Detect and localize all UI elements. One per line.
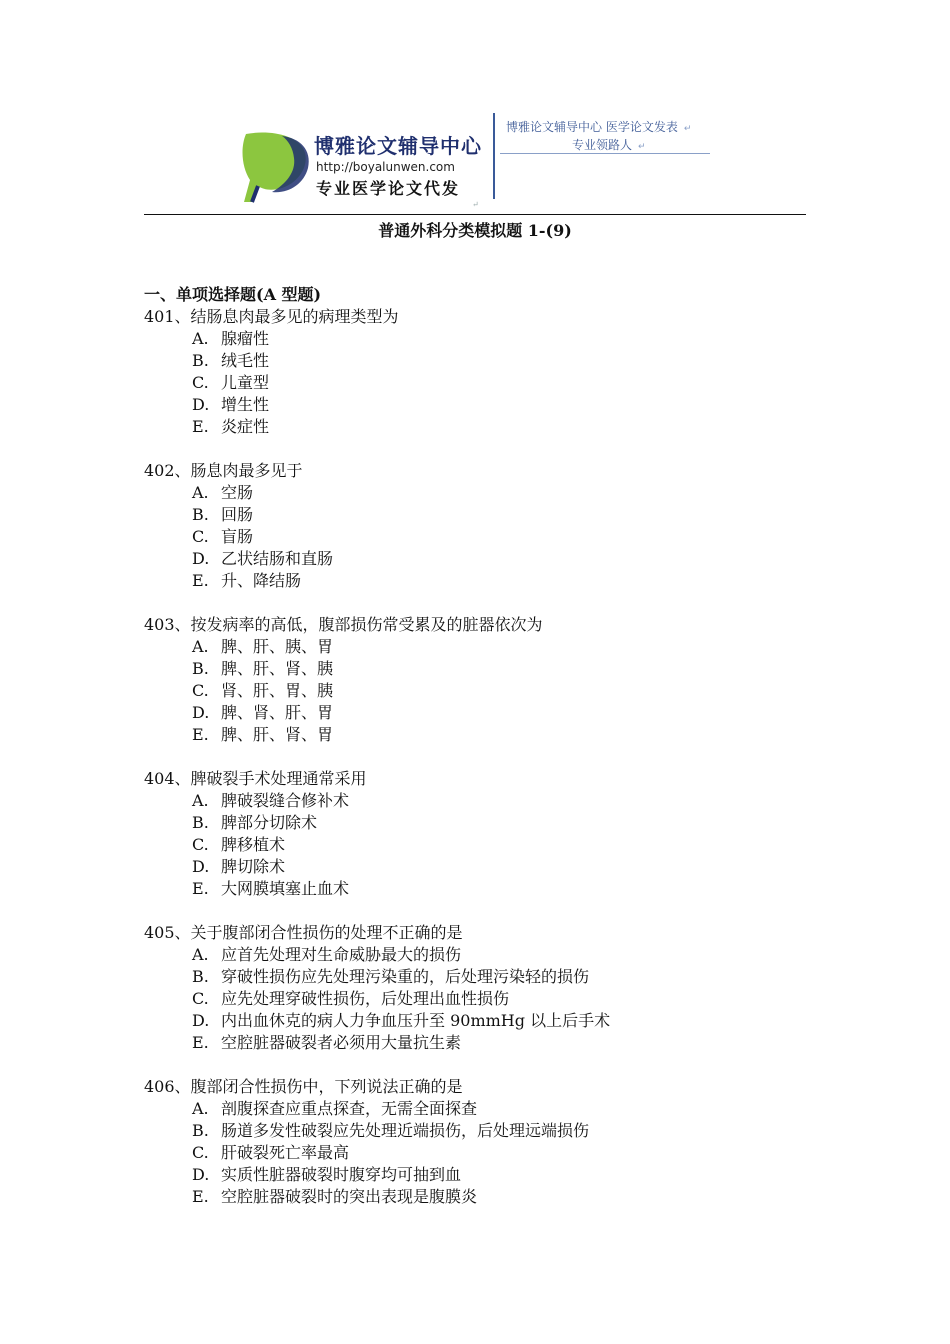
option-letter: B.: [192, 967, 209, 986]
answer-option: [144, 416, 824, 438]
site-logo: [238, 112, 488, 200]
option-letter: C.: [192, 527, 209, 546]
option-text: 脾移植术: [221, 835, 286, 854]
option-text: 增生性: [221, 395, 270, 414]
option-text: 儿童型: [221, 373, 270, 392]
question-block: [144, 1076, 824, 1208]
option-text: 应首先处理对生命威胁最大的损伤: [221, 945, 462, 964]
answer-option: [144, 944, 824, 966]
option-text: 肾、肝、胃、胰: [221, 681, 334, 700]
logo-url[interactable]: http://boyalunwen.com: [316, 160, 455, 174]
question-stem: 406、腹部闭合性损伤中，下列说法正确的是: [144, 1077, 463, 1096]
answer-option: [144, 1010, 824, 1032]
option-letter: C.: [192, 835, 209, 854]
option-letter: C.: [192, 681, 209, 700]
option-letter: C.: [192, 373, 209, 392]
header-slogan-line1: [506, 118, 691, 135]
option-text: 脾、肾、肝、胃: [221, 703, 334, 722]
question-block: [144, 614, 824, 746]
question-stem: 401、结肠息肉最多见的病理类型为: [144, 307, 399, 326]
option-text: 乙状结肠和直肠: [221, 549, 334, 568]
answer-option: [144, 702, 824, 724]
answer-option: [144, 394, 824, 416]
answer-option: [144, 856, 824, 878]
question-stem: 403、按发病率的高低，腹部损伤常受累及的脏器依次为: [144, 615, 543, 634]
option-letter: D.: [192, 703, 210, 722]
answer-option: [144, 834, 824, 856]
option-text: 大网膜填塞止血术: [221, 879, 350, 898]
option-text: 应先处理穿破性损伤，后处理出血性损伤: [221, 989, 510, 1008]
option-letter: E.: [192, 571, 209, 590]
answer-option: [144, 328, 824, 350]
option-letter: E.: [192, 725, 209, 744]
answer-option: [144, 526, 824, 548]
answer-option: [144, 504, 824, 526]
answer-option: [144, 790, 824, 812]
option-letter: A.: [192, 483, 209, 502]
option-text: 脾、肝、肾、胃: [221, 725, 334, 744]
answer-option: [144, 680, 824, 702]
question-list: [144, 306, 824, 1208]
option-letter: B.: [192, 659, 209, 678]
question-block: [144, 306, 824, 438]
option-text: 肝破裂死亡率最高: [221, 1143, 350, 1162]
page-title: 普通外科分类模拟题 1-(9): [378, 221, 572, 240]
answer-option: [144, 1186, 824, 1208]
header-divider: [493, 113, 495, 199]
answer-option: [144, 570, 824, 592]
question-stem: 405、关于腹部闭合性损伤的处理不正确的是: [144, 923, 463, 942]
question-stem: 404、脾破裂手术处理通常采用: [144, 769, 367, 788]
option-text: 回肠: [221, 505, 254, 524]
document-body: [144, 284, 824, 1230]
answer-option: [144, 636, 824, 658]
answer-option: [144, 482, 824, 504]
answer-option: [144, 1164, 824, 1186]
answer-option: [144, 372, 824, 394]
answer-option: [144, 1098, 824, 1120]
option-text: 脾破裂缝合修补术: [221, 791, 350, 810]
option-letter: E.: [192, 1187, 209, 1206]
paragraph-mark-icon: ↵: [472, 200, 479, 209]
answer-option: [144, 1032, 824, 1054]
option-letter: B.: [192, 813, 209, 832]
option-text: 脾部分切除术: [221, 813, 318, 832]
header-slogan-text1: 博雅论文辅导中心 医学论文发表: [506, 120, 678, 134]
leaf-logo-icon: [238, 128, 316, 206]
question-block: [144, 922, 824, 1054]
option-letter: B.: [192, 351, 209, 370]
option-letter: D.: [192, 1011, 210, 1030]
answer-option: [144, 724, 824, 746]
logo-title: 博雅论文辅导中心: [314, 134, 482, 158]
option-letter: E.: [192, 1033, 209, 1052]
section-heading: 一、单项选择题(A 型题): [144, 285, 322, 304]
answer-option: [144, 350, 824, 372]
option-text: 盲肠: [221, 527, 254, 546]
option-letter: E.: [192, 879, 209, 898]
option-text: 实质性脏器破裂时腹穿均可抽到血: [221, 1165, 462, 1184]
option-text: 绒毛性: [221, 351, 270, 370]
answer-option: [144, 548, 824, 570]
option-text: 脾、肝、胰、胃: [221, 637, 334, 656]
answer-option: [144, 988, 824, 1010]
question-block: [144, 460, 824, 592]
answer-option: [144, 966, 824, 988]
option-text: 炎症性: [221, 417, 270, 436]
answer-option: [144, 878, 824, 900]
option-text: 空腔脏器破裂者必须用大量抗生素: [221, 1033, 462, 1052]
option-letter: B.: [192, 1121, 209, 1140]
option-text: 内出血休克的病人力争血压升至 90mmHg 以上后手术: [221, 1011, 611, 1030]
option-text: 腺瘤性: [221, 329, 270, 348]
header-slogan-line2: [572, 136, 646, 153]
option-letter: A.: [192, 945, 209, 964]
option-letter: B.: [192, 505, 209, 524]
logo-tagline: 专业医学论文代发: [316, 179, 461, 198]
option-letter: C.: [192, 1143, 209, 1162]
option-text: 肠道多发性破裂应先处理近端损伤，后处理远端损伤: [221, 1121, 590, 1140]
header-slogan-rule: [500, 153, 710, 154]
answer-option: [144, 1120, 824, 1142]
header-slogan-text2: 专业领路人: [572, 138, 633, 152]
option-letter: D.: [192, 1165, 210, 1184]
option-text: 空肠: [221, 483, 254, 502]
option-letter: D.: [192, 857, 210, 876]
option-text: 升、降结肠: [221, 571, 302, 590]
option-text: 脾切除术: [221, 857, 286, 876]
option-text: 穿破性损伤应先处理污染重的，后处理污染轻的损伤: [221, 967, 590, 986]
option-letter: A.: [192, 329, 209, 348]
option-letter: A.: [192, 637, 209, 656]
option-letter: A.: [192, 791, 209, 810]
option-text: 脾、肝、肾、胰: [221, 659, 334, 678]
option-letter: D.: [192, 549, 210, 568]
answer-option: [144, 812, 824, 834]
paragraph-mark-icon: ↵: [683, 124, 692, 134]
answer-option: [144, 1142, 824, 1164]
paragraph-mark-icon: ↵: [638, 142, 646, 152]
option-letter: E.: [192, 417, 209, 436]
question-stem: 402、肠息肉最多见于: [144, 461, 303, 480]
option-text: 剖腹探查应重点探查，无需全面探查: [221, 1099, 478, 1118]
header-rule: [144, 214, 806, 215]
option-text: 空腔脏器破裂时的突出表现是腹膜炎: [221, 1187, 478, 1206]
option-letter: C.: [192, 989, 209, 1008]
option-letter: D.: [192, 395, 210, 414]
answer-option: [144, 658, 824, 680]
option-letter: A.: [192, 1099, 209, 1118]
question-block: [144, 768, 824, 900]
